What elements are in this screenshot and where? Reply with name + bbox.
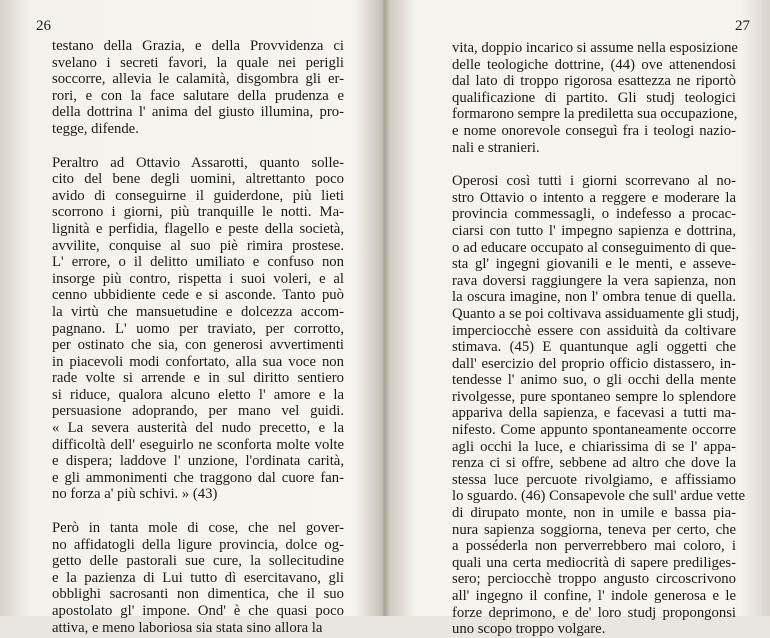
- left-page-body: [36, 38, 344, 636]
- text-line: difficoltà dell' eseguirlo ne sconforta molte volte: [52, 436, 344, 453]
- right-page: [386, 0, 770, 638]
- text-line: in piacevoli modi confortato, alla sua voce non: [52, 353, 344, 370]
- text-line: testano della Grazia, e della Provvidenza ci: [52, 38, 344, 54]
- text-line: rade volte si arrende e in sul diritto sentiero: [52, 370, 344, 387]
- text-line: dall' esercizio del proprio officio distassero, in-: [452, 355, 736, 372]
- text-line: nifesto. Come appunto spontaneamente occorre: [452, 422, 736, 439]
- text-line: cenno ubbidiente cede e si asconde. Tanto può: [52, 287, 344, 304]
- text-line: e dispera; laddove l' unzione, l'ordinata carità,: [52, 453, 344, 470]
- text-line: getto delle pastorali sue cure, la sollecitudine: [52, 553, 344, 570]
- text-line: no forza a' più schivi. » (43): [52, 486, 218, 503]
- text-line: rivolgesse, pure spontaneo sempre lo splendore: [452, 388, 736, 405]
- text-line: rava doversi raggiungere la vera sapienza, non: [452, 272, 736, 289]
- text-line: provincia commessagli, o indefesso a procac-: [452, 206, 736, 223]
- text-line: all' ingegno il confine, l' indole generosa e le: [452, 588, 736, 604]
- text-line: di dirupato monte, non in umile e bassa pia-: [452, 505, 736, 522]
- text-line: nali e stranieri.: [452, 139, 540, 156]
- text-line: per ostinato che sia, con generosi avvertimenti: [52, 337, 344, 354]
- text-line: sta gl' ingegni giovanili e le menti, e asseve-: [452, 256, 736, 273]
- text-line: cito del bene degli uomini, altrettanto poco: [52, 171, 344, 188]
- page-number-left: 26: [36, 18, 51, 34]
- text-line: renza ci si offre, sebbene ad altro che dove la: [452, 455, 736, 472]
- text-line: stimava. (45) E quantunque agli oggetti che: [452, 339, 736, 356]
- text-line: appariva della sapienza, e facevasi a tutti ma-: [452, 405, 736, 422]
- text-line: delle teologiche dottrine, (44) ove attenendosi: [452, 56, 736, 73]
- text-line: avvilite, conquise al suo piè rimira prostese.: [52, 237, 344, 254]
- text-line: e gli ammonimenti che traggono dal cuore fan-: [52, 469, 344, 486]
- paragraph: [36, 38, 344, 138]
- text-line: avido di conseguirne il guiderdone, più lieti: [52, 187, 344, 204]
- text-line: rori, e con la face salutare della prudenza e: [52, 87, 344, 104]
- page-number-right: 27: [735, 18, 750, 34]
- text-line: lo sguardo. (46) Consapevole che sull' ardue vette: [452, 488, 746, 505]
- text-line: la virtù che mansuetudine e dolcezza accom-: [52, 303, 344, 320]
- text-line: scorrono i giorni, più tranquille le notti. Ma-: [52, 204, 344, 221]
- text-line: nura sapienza soggiorna, teneva per certo, che: [452, 521, 736, 538]
- paragraph: [436, 40, 736, 156]
- text-line: Operosi così tutti i giorni scorrevano al no-: [452, 173, 736, 190]
- text-line: forze deprimono, e de' loro studj propongonsi: [452, 604, 736, 621]
- text-line: tendesse l' animo suo, o gli occhi della mente: [452, 372, 736, 389]
- right-page-body: [436, 40, 746, 638]
- text-line: e nome onorevole conseguì fra i teologi nazio-: [452, 122, 736, 139]
- text-line: a posséderla non perverrebbero mai coloro, i: [452, 538, 736, 555]
- text-line: dal lato di troppo rigorosa esattezza ne riportò: [452, 73, 736, 90]
- text-line: agli occhi la luce, e chiarissima di se l' appa-: [452, 438, 736, 455]
- paragraph-gap: [36, 138, 344, 155]
- text-line: o ad educare occupato al conseguimento di que-: [452, 239, 736, 256]
- text-line: « La severa austerità del nudo precetto, e la: [52, 420, 344, 437]
- text-line: formarono sempre la prediletta sua occupazione,: [452, 106, 738, 123]
- text-line: obblighi sacrosanti non dimentica, che il suo: [52, 586, 344, 603]
- text-line: no affidatogli della ligure provincia, dolce og-: [52, 536, 344, 553]
- paragraph-gap: [436, 156, 736, 173]
- text-line: persuasione adoprando, per mano vel guidi.: [52, 403, 344, 420]
- text-line: Però in tanta mole di cose, che nel gover-: [52, 520, 344, 537]
- text-line: stro Ottavio o intento a reggere e moderare la: [452, 189, 736, 206]
- text-line: e la pazienza di Lui tutto dì esercitavano, gli: [52, 569, 344, 586]
- text-line: insorge più contro, rispetta i suoi voleri, e al: [52, 270, 344, 287]
- text-line: tegge, difende.: [52, 120, 139, 137]
- text-line: soccorre, allevia le calamità, disgombra gli er-: [52, 71, 344, 88]
- text-line: sero; perciocchè troppo angusto circoscrivono: [452, 571, 736, 588]
- text-line: imperciocchè essere con assiduità da coltivare: [452, 322, 736, 339]
- text-line: pagnano. L' uomo per traviato, per corrotto,: [52, 320, 344, 337]
- text-line: la oscura imagine, non l' ombra tenue di quella.: [452, 289, 736, 306]
- text-line: Peraltro ad Ottavio Assarotti, quanto solle-: [52, 154, 344, 171]
- text-line: vita, doppio incarico si assume nella esposizione: [452, 40, 738, 56]
- text-line: ciarsi con tutto l' impegno sapienza e dottrina,: [452, 222, 736, 239]
- text-line: qualificazione di partito. Gli studj teologici: [452, 89, 736, 106]
- text-line: Quanto a se poi coltivava assiduamente gli studj,: [452, 305, 740, 322]
- text-line: attiva, e meno laboriosa sia stata sino allora la: [52, 619, 323, 636]
- text-line: uno scopo troppo volgare.: [452, 621, 606, 638]
- paragraph-gap: [36, 503, 344, 520]
- paragraph: [36, 155, 344, 503]
- paragraph: [436, 173, 746, 638]
- text-line: stessa luce percuote rivolgiamo, e affissiamo: [452, 471, 736, 488]
- text-line: svelano i secreti favori, la quale nei perigli: [52, 54, 344, 71]
- text-line: quali una certa mediocrità di sapere prediliges-: [452, 554, 736, 571]
- text-line: apostolato gl' impone. Ond' è che quasi poco: [52, 603, 344, 619]
- text-line: lignità e perfidia, flagello e peste della società,: [52, 220, 344, 237]
- text-line: della dottrina l' anima del giusto illumina, pro-: [52, 104, 344, 121]
- paragraph: [36, 520, 344, 636]
- left-page: [0, 0, 384, 636]
- text-line: si riduce, qualora alcuno eletto l' amore e la: [52, 386, 344, 403]
- text-line: L' errore, o il delitto umiliato e confuso non: [52, 254, 344, 271]
